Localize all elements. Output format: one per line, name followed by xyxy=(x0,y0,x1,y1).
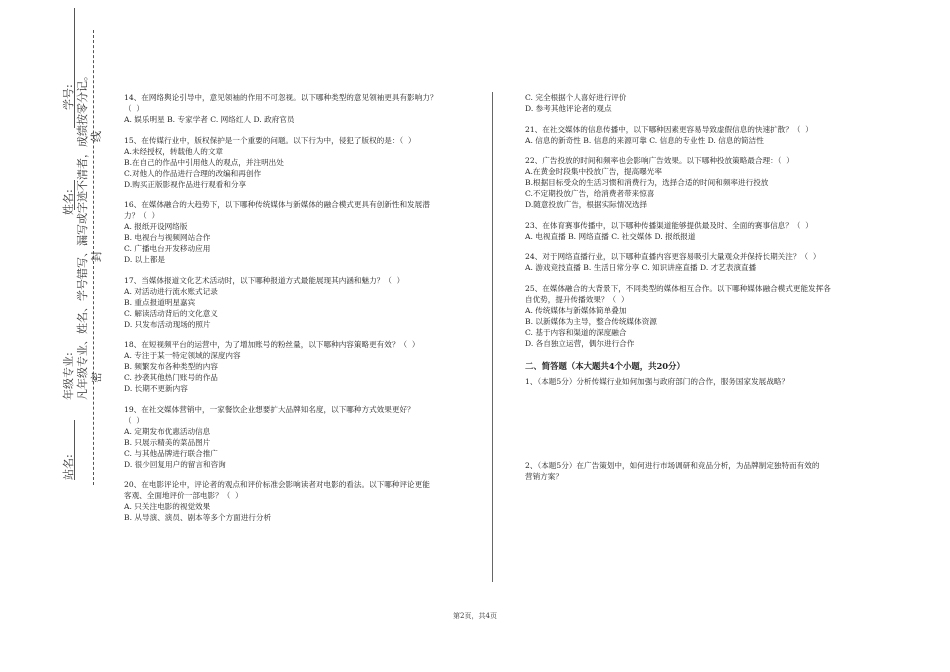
binding-strip xyxy=(0,0,110,672)
short-answer-2: 2、（本题5分）在广告策划中，如何进行市场调研和竞品分析，为品牌制定独特而有效的 营销方案？ xyxy=(525,460,820,481)
grade-major-label: 年级专业: xyxy=(62,352,75,400)
question-15 xyxy=(124,135,486,190)
option-b: B. 电视台与视频网站合作 xyxy=(124,233,211,242)
school-label: 站名: xyxy=(62,454,75,480)
column-divider xyxy=(492,92,493,582)
question-25 xyxy=(525,283,860,349)
option-d: D. 以上都是 xyxy=(124,255,166,264)
option-d: D. 很少回复用户的留言和咨询 xyxy=(124,459,226,469)
option-a: A. 专注于某一特定领域的深度内容 xyxy=(124,351,241,360)
option-a: A.在黄金时段集中投放广告，提高曝光率 xyxy=(525,167,662,176)
option-c: C. 抄袭其他热门账号的作品 xyxy=(124,373,218,382)
option-c: C.对他人的作品进行合理的改编和再创作 xyxy=(124,168,262,178)
id-write-line xyxy=(74,8,75,128)
option-b: B. 频繁发布各种类型的内容 xyxy=(124,362,218,371)
option-d: D. 参考其他评论者的观点 xyxy=(525,104,612,113)
left-column xyxy=(124,92,486,533)
seal-mark-xian: 线 xyxy=(90,131,103,142)
question-stem: 15、在传媒行业中，版权保护是一个重要的问题。以下行为中，侵犯了版权的是：（ ） xyxy=(124,135,416,145)
option-d: D.购买正版影视作品进行观看和分享 xyxy=(124,179,247,189)
option-d: D.随意投放广告，根据实际情况选择 xyxy=(525,200,648,209)
question-stem: 17、当媒体报道文化艺术活动时，以下哪种报道方式最能展现其内涵和魅力？（ ） xyxy=(124,275,405,285)
option-d: D. 各自独立运营，偶尔进行合作 xyxy=(525,338,635,348)
option-b: B.在自己的作品中引用他人的观点，并注明出处 xyxy=(124,157,284,167)
question-stem: 22、广告投放的时间和频率也会影响广告效果。以下哪种投放策略最合理：（ ） xyxy=(525,156,794,165)
option-d: D. 只发布活动现场的照片 xyxy=(124,319,211,329)
school-write-line xyxy=(74,420,75,480)
question-stem: 23、在体育赛事传播中，以下哪种传播渠道能够提供最及时、全面的赛事信息？（ ） xyxy=(525,220,813,230)
option-a: A. 传统媒体与新媒体简单叠加 xyxy=(525,305,627,315)
question-24 xyxy=(525,251,860,273)
question-stem: 25、在媒体融合的大背景下，不同类型的媒体相互合作。以下哪种媒体融合模式更能发挥各 自优势，提升传播效果？（ ） xyxy=(525,283,831,304)
option-d: D. 长期不更新内容 xyxy=(124,384,188,393)
option-b: B. 以新媒体为主导，整合传统媒体资源 xyxy=(525,316,657,326)
question-stem: 21、在社交媒体的信息传播中，以下哪种因素更容易导致虚假信息的快速扩散？（ ） xyxy=(525,124,813,134)
question-16 xyxy=(124,199,486,265)
short-answer-1: 1、（本题5分）分析传媒行业如何加强与政府部门的合作，服务国家发展战略？ xyxy=(525,376,790,386)
student-id-label: 学号: xyxy=(62,84,75,110)
name-write-line xyxy=(74,180,75,210)
option-c: C. 完全根据个人喜好进行评价 xyxy=(525,93,627,102)
question-20-continued xyxy=(525,92,860,114)
question-17 xyxy=(124,275,486,330)
question-20 xyxy=(124,479,486,523)
question-19 xyxy=(124,404,486,470)
option-b: B.根据目标受众的生活习惯和消费行为，选择合适的时间和频率进行投放 xyxy=(525,178,769,187)
warning-text: 凡年级专业、姓名、学号错写、漏写或字迹不清者，成绩按零分记。 xyxy=(76,70,89,400)
right-column xyxy=(525,92,860,482)
question-stem: 20、在电影评论中，评论者的观点和评价标准会影响读者对电影的看法。以下哪种评论更能 客观、全面地评价一部电影？（ ） xyxy=(124,480,430,500)
question-stem: 19、在社交媒体营销中，一家餐饮企业想要扩大品牌知名度，以下哪种方式效果更好？ （ ） xyxy=(124,404,415,425)
option-a: A.未经授权，转载他人的文章 xyxy=(124,146,224,156)
option-line: A. 电视直播 B. 网络直播 C. 社交媒体 D. 报纸报道 xyxy=(525,231,696,241)
name-label: 姓名: xyxy=(62,189,75,215)
option-c: C. 与其他品牌进行联合推广 xyxy=(124,448,218,458)
option-line: A. 娱乐明星 B. 专家学者 C. 网络红人 D. 政府官员 xyxy=(124,115,295,124)
option-a: A. 定期发布优惠活动信息 xyxy=(124,426,211,436)
option-line: A. 游戏竞技直播 B. 生活日常分享 C. 知识讲座直播 D. 才艺表演直播 xyxy=(525,263,757,272)
option-c: C. 解读活动背后的文化意义 xyxy=(124,308,218,318)
option-a: A. 只关注电影的视觉效果 xyxy=(124,502,211,511)
question-14 xyxy=(124,92,486,125)
question-22 xyxy=(525,155,860,210)
section-title-short-answer: 二、简答题（本大题共4个小题，共20分） xyxy=(525,360,685,371)
question-stem: 18、在短视频平台的运营中，为了增加账号的粉丝量，以下哪种内容策略更有效？（ ） xyxy=(124,340,420,349)
question-stem: 16、在媒体融合的大趋势下，以下哪种传统媒体与新媒体的融合模式更具有创新性和发展潜 力？（ ） xyxy=(124,200,430,220)
option-line: A. 信息的新奇性 B. 信息的来源可靠 C. 信息的专业性 D. 信息的简洁性 xyxy=(525,135,764,145)
option-c: C. 基于内容和渠道的深度融合 xyxy=(525,327,627,337)
option-a: A. 对活动进行流水账式记录 xyxy=(124,286,218,296)
question-stem: 24、对于网络直播行业，以下哪种直播内容更容易吸引大量观众并保持长期关注？（ ） xyxy=(525,252,821,261)
option-b: B. 重点报道明星嘉宾 xyxy=(124,297,196,307)
option-c: C. 广播电台开发移动应用 xyxy=(124,244,211,253)
option-c: C.不定期投放广告，给消费者带来惊喜 xyxy=(525,189,655,198)
question-23 xyxy=(525,220,860,242)
page-number: 第2页，共4页 xyxy=(453,612,497,620)
question-18 xyxy=(124,339,486,394)
seal-mark-mi: 密 xyxy=(90,372,103,383)
question-21 xyxy=(525,124,860,146)
option-a: A. 报纸开设网络版 xyxy=(124,222,188,231)
option-b: B. 只展示精美的菜品图片 xyxy=(124,437,211,447)
option-b: B. 从导演、演员、剧本等多个方面进行分析 xyxy=(124,513,272,522)
question-stem: 14、在网络舆论引导中，意见领袖的作用不可忽视。以下哪种类型的意见领袖更具有影响力？ （ ） xyxy=(124,93,438,113)
seal-mark-feng: 封 xyxy=(90,251,103,262)
